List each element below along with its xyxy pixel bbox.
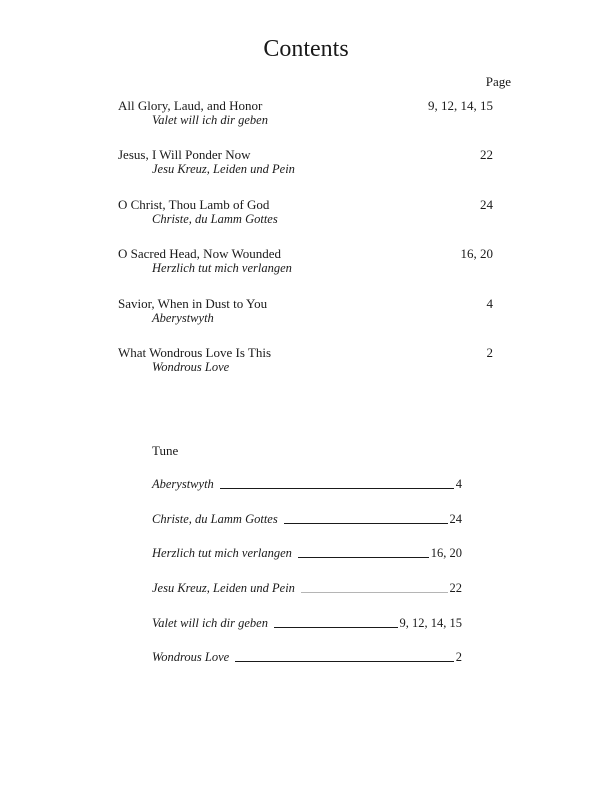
hymn-pages: 9, 12, 14, 15 <box>428 98 493 113</box>
hymn-title: What Wondrous Love Is This <box>118 344 272 360</box>
hymn-entry <box>118 345 493 394</box>
tune-pages: 16, 20 <box>430 546 462 561</box>
hymn-pages: 22 <box>480 147 493 163</box>
tune-pages: 2 <box>455 650 462 665</box>
hymn-tune: Jesu Kreuz, Leiden und Pein <box>152 162 295 177</box>
hymn-tune: Christe, du Lamm Gottes <box>152 211 278 226</box>
tune-index <box>152 477 462 685</box>
tune-pages: 4 <box>455 477 462 491</box>
hymn-entry <box>118 197 493 246</box>
page-column-label: Page <box>485 74 511 89</box>
hymn-entry <box>118 98 493 147</box>
hymn-pages: 2 <box>486 344 493 360</box>
tune-index-heading: Tune <box>152 443 179 458</box>
leader-line <box>274 627 398 628</box>
tune-name: Jesu Kreuz, Leiden und Pein <box>152 581 295 596</box>
tune-index-row <box>152 477 462 512</box>
tune-index-row <box>152 616 462 651</box>
leader-line <box>235 661 454 662</box>
hymn-pages: 16, 20 <box>460 246 493 262</box>
tune-pages: 24 <box>449 511 462 526</box>
tune-name: Valet will ich dir geben <box>152 615 268 630</box>
hymn-title: O Christ, Thou Lamb of God <box>118 196 270 212</box>
hymn-tune: Wondrous Love <box>152 359 230 374</box>
hymn-title: Savior, When in Dust to You <box>118 295 268 311</box>
hymn-entry <box>118 246 493 295</box>
page-title: Contents <box>263 36 349 62</box>
leader-line <box>284 523 448 524</box>
tune-index-row <box>152 581 462 616</box>
tune-name: Christe, du Lamm Gottes <box>152 511 278 526</box>
tune-name: Wondrous Love <box>152 650 230 665</box>
tune-pages: 9, 12, 14, 15 <box>399 615 462 630</box>
hymn-tune: Valet will ich dir geben <box>152 113 268 127</box>
hymn-entry <box>118 147 493 196</box>
leader-line <box>301 592 448 593</box>
tune-index-row <box>152 650 462 685</box>
hymn-pages: 4 <box>486 295 493 311</box>
hymn-title: O Sacred Head, Now Wounded <box>118 246 281 262</box>
leader-line <box>220 488 454 489</box>
tune-pages: 22 <box>449 581 462 596</box>
hymn-title: All Glory, Laud, and Honor <box>118 98 263 113</box>
leader-line <box>298 557 429 558</box>
tune-name: Aberystwyth <box>152 477 214 491</box>
tune-index-row <box>152 512 462 547</box>
hymn-title: Jesus, I Will Ponder Now <box>118 147 251 163</box>
hymn-tune: Aberystwyth <box>152 310 214 325</box>
hymn-tune: Herzlich tut mich verlangen <box>152 261 292 276</box>
hymn-entry <box>118 296 493 345</box>
tune-name: Herzlich tut mich verlangen <box>152 546 292 561</box>
hymn-list <box>118 98 493 394</box>
hymn-pages: 24 <box>480 196 493 212</box>
tune-index-row <box>152 546 462 581</box>
